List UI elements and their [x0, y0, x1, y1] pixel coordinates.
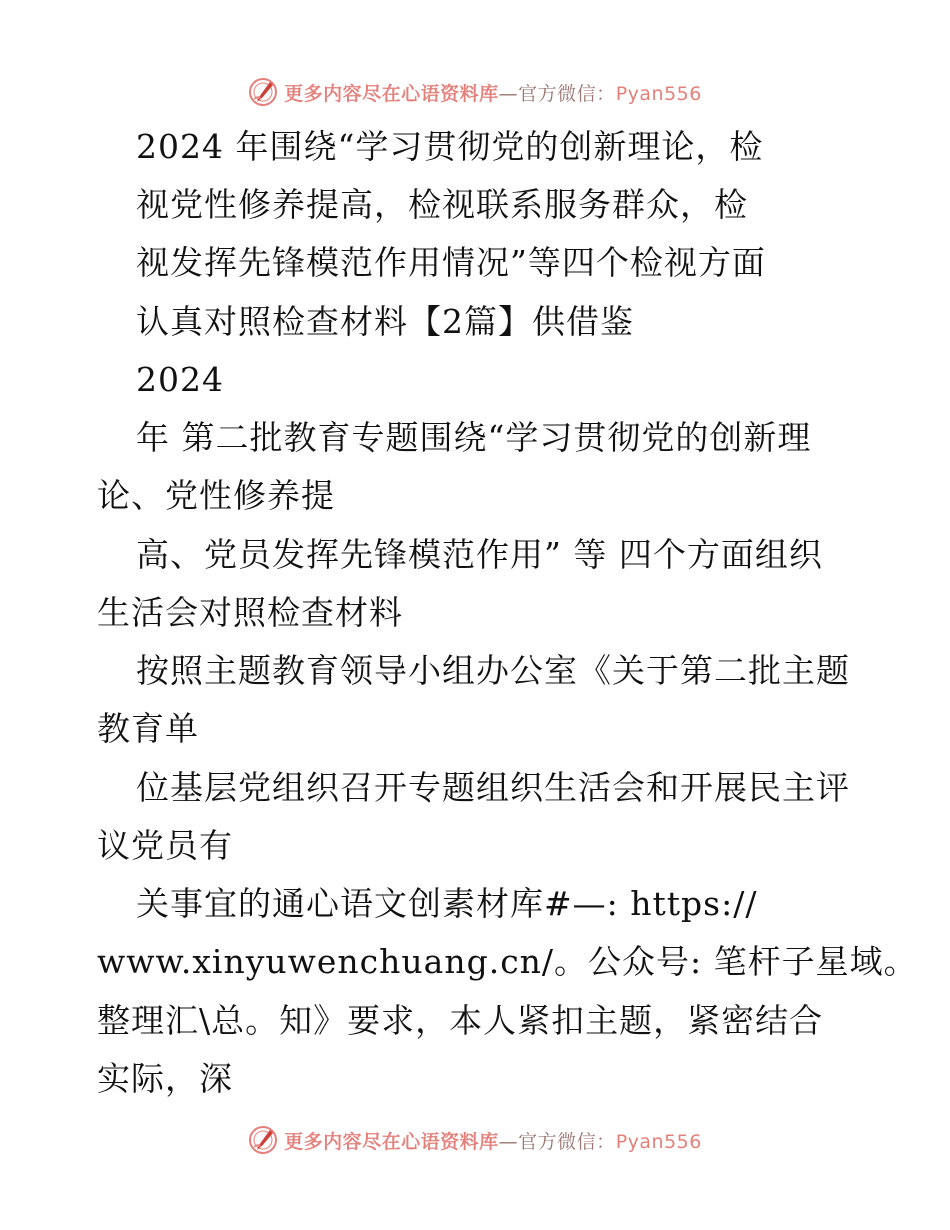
document-line: 2024: [136, 360, 224, 399]
document-line: 视党性修养提高，检视联系服务群众，检: [136, 185, 748, 224]
watermark-label: 官方微信：: [518, 82, 616, 105]
watermark-wechat-id: Pyan556: [615, 1130, 702, 1153]
watermark-separator: —: [498, 1130, 519, 1153]
document-line: 教育单: [97, 709, 199, 748]
watermark-brand: 更多内容尽在心语资料库: [284, 82, 499, 105]
document-line: 生活会对照检查材料: [97, 593, 403, 632]
quill-logo-icon: [248, 1125, 278, 1155]
header-watermark: [0, 72, 950, 112]
document-line: 高、党员发挥先锋模范作用” 等 四个方面组织: [136, 535, 823, 574]
watermark-brand: 更多内容尽在心语资料库: [284, 1130, 499, 1153]
document-line: 关事宜的通心语文创素材库#—: https://: [136, 884, 758, 923]
document-line: 2024 年围绕“学习贯彻党的创新理论，检: [136, 127, 764, 166]
watermark-separator: —: [498, 82, 519, 105]
document-line: 认真对照检查材料【2篇】供借鉴: [136, 302, 634, 341]
quill-logo-icon: [248, 77, 278, 107]
watermark-label: 官方微信：: [518, 1130, 616, 1153]
document-line: 按照主题教育领导小组办公室《关于第二批主题: [136, 651, 850, 690]
document-line: 年 第二批教育专题围绕“学习贯彻党的创新理: [136, 418, 812, 457]
document-line: 议党员有: [97, 826, 233, 865]
document-line: 实际，深: [97, 1059, 233, 1098]
watermark-wechat-id: Pyan556: [615, 82, 702, 105]
document-line: 视发挥先锋模范作用情况”等四个检视方面: [136, 243, 766, 282]
document-line: 位基层党组织召开专题组织生活会和开展民主评: [136, 768, 850, 807]
footer-watermark: [0, 1120, 950, 1160]
document-line: 论、党性修养提: [97, 476, 335, 515]
document-line: www.xinyuwenchuang.cn/。公众号: 笔杆子星域。: [97, 942, 918, 981]
document-line: 整理汇\总。知》要求，本人紧扣主题，紧密结合: [97, 1001, 824, 1040]
